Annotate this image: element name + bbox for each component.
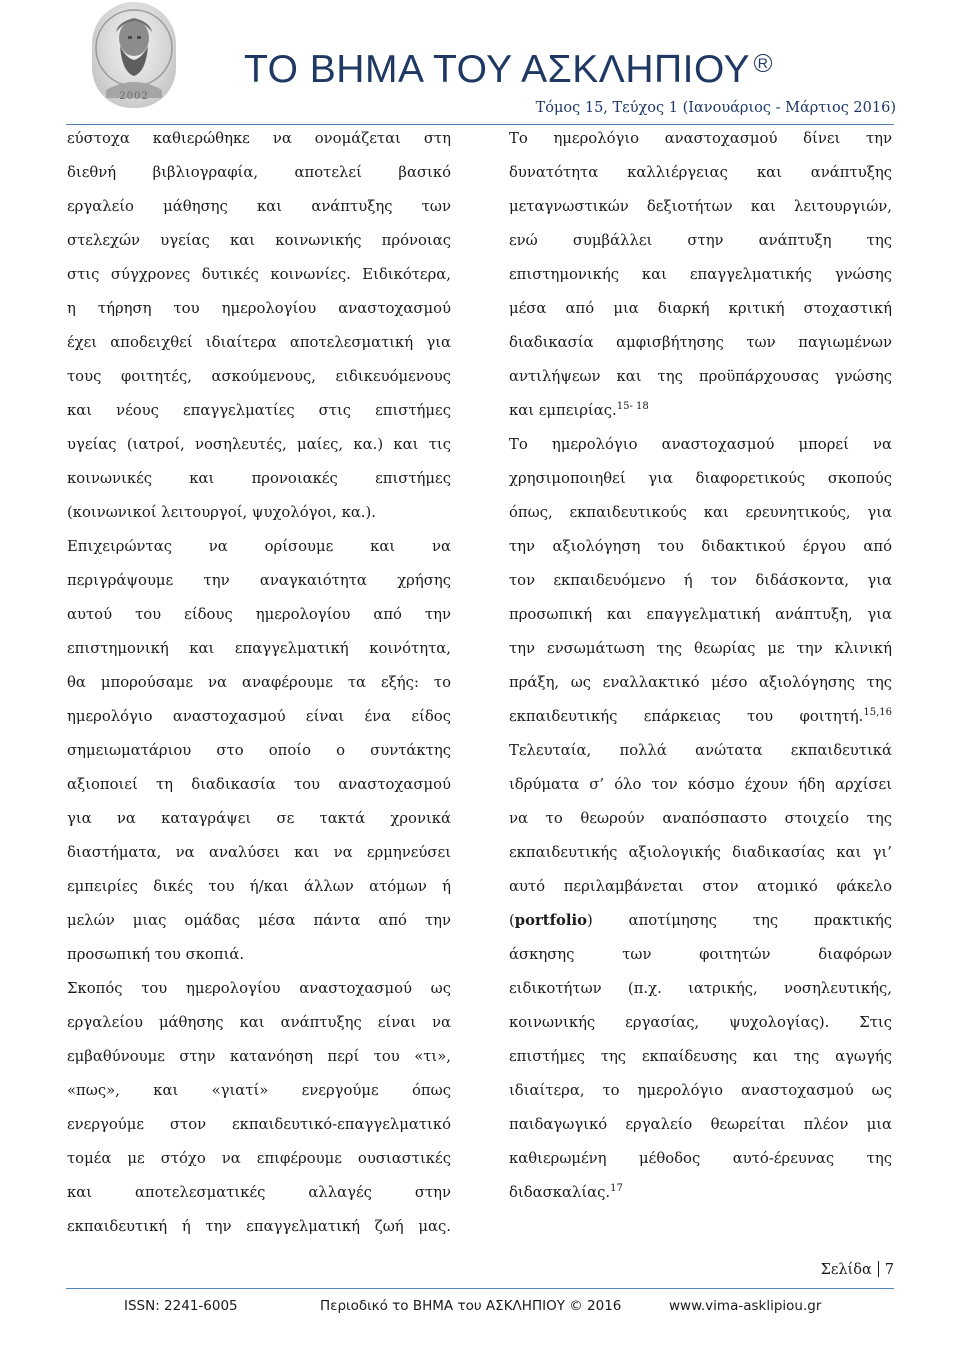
text-line: η τήρηση του ημερολογίου αναστοχασμού <box>67 300 451 317</box>
text-line: εκπαιδευτικής αξιολογικής διαδικασίας και γι’ <box>509 844 892 861</box>
page-number-value: 7 <box>884 1262 894 1278</box>
text-line: υγείας (ιατροί, νοσηλευτές, μαίες, κα.) και τις <box>67 436 451 453</box>
text-line: αξιοποιεί τη διαδικασία του αναστοχασμού <box>67 776 451 793</box>
text-line: άσκησης των φοιτητών διαφόρων <box>509 946 892 963</box>
text-segment: διδασκαλίας. <box>509 1184 611 1201</box>
text-line: διεθνή βιβλιογραφία, αποτελεί βασικό <box>67 164 451 181</box>
footer-website: www.vima-asklipiou.gr <box>669 1298 822 1314</box>
text-line: θα μπορούσαμε να αναφέρουμε τα εξής: το <box>67 674 451 691</box>
page-label: Σελίδα <box>820 1262 872 1278</box>
text-line: σημειωματάριου στο οποίο ο συντάκτης <box>67 742 451 759</box>
text-line: εκπαιδευτική ή την επαγγελματική ζωή μας. <box>67 1218 451 1235</box>
text-line: διαστήματα, να αναλύσει και να ερμηνεύσει <box>67 844 451 861</box>
text-line <box>509 1176 892 1210</box>
journal-logo <box>92 2 176 108</box>
text-line <box>509 904 892 938</box>
text-segment: ( <box>509 912 515 929</box>
text-segment: εκπαιδευτικής επάρκειας του φοιτητή. <box>509 708 864 725</box>
portfolio-term: portfolio <box>514 912 587 929</box>
text-line: καθιερωμένη μέθοδος αυτό-έρευνας της <box>509 1150 892 1167</box>
left-column <box>67 122 451 1244</box>
text-line: περιγράψουμε την αναγκαιότητα χρήσης <box>67 572 451 589</box>
text-line: και νέους επαγγελματίες στις επιστήμες <box>67 402 451 419</box>
page-number-separator <box>878 1261 879 1277</box>
text-line: επιστημονική και επαγγελματική κοινότητα, <box>67 640 451 657</box>
text-line: μελών μιας ομάδας μέσα πάντα από την <box>67 912 451 929</box>
page-number <box>821 1261 894 1278</box>
logo-year: 2002 <box>119 91 149 102</box>
text-line: αντιλήψεων και της προϋπάρχουσας γνώσης <box>509 368 892 385</box>
text-line: παιδαγωγικό εργαλείο θεωρείται πλέον μια <box>509 1116 892 1133</box>
text-line: μεταγνωστικών δεξιοτήτων και λειτουργιών, <box>509 198 892 215</box>
text-line: εργαλείο μάθησης και ανάπτυξης των <box>67 198 451 215</box>
text-segment: ) αποτίμησης της πρακτικής <box>586 912 892 929</box>
reference-superscript: 15- 18 <box>616 401 649 412</box>
registered-mark-icon: R <box>754 54 772 72</box>
text-line: αυτού του είδους ημερολογίου από την <box>67 606 451 623</box>
text-line: ιδιαίτερα, το ημερολόγιο αναστοχασμού ως <box>509 1082 892 1099</box>
text-line: έχει αποδειχθεί ιδιαίτερα αποτελεσματική για <box>67 334 451 351</box>
text-line: Το ημερολόγιο αναστοχασμού δίνει την <box>509 130 892 147</box>
text-line: ειδικοτήτων (π.χ. ιατρικής, νοσηλευτικής, <box>509 980 892 997</box>
text-line: κοινωνικές και προνοιακές επιστήμες <box>67 470 451 487</box>
text-line: Επιχειρώντας να ορίσουμε και να <box>67 538 451 555</box>
text-line: τον εκπαιδευόμενο ή τον διδάσκοντα, για <box>509 572 892 589</box>
text-line: πράξη, ως εναλλακτικό μέσο αξιολόγησης της <box>509 674 892 691</box>
text-line: προσωπική και επαγγελματική ανάπτυξη, για <box>509 606 892 623</box>
text-line: να το θεωρούν αναπόσπαστο στοιχείο της <box>509 810 892 827</box>
right-column <box>509 122 892 1210</box>
text-line: Τελευταία, πολλά ανώτατα εκπαιδευτικά <box>509 742 892 759</box>
journal-title <box>244 48 772 92</box>
text-line: ενώ συμβάλλει στην ανάπτυξη της <box>509 232 892 249</box>
text-line: χρησιμοποιηθεί για διαφορετικούς σκοπούς <box>509 470 892 487</box>
reference-superscript: 15,16 <box>863 707 892 718</box>
text-line: Το ημερολόγιο αναστοχασμού μπορεί να <box>509 436 892 453</box>
reference-superscript: 17 <box>610 1183 623 1194</box>
text-line: διαδικασία αμφισβήτησης των παγιωμένων <box>509 334 892 351</box>
text-line: την αξιολόγηση του διδακτικού έργου από <box>509 538 892 555</box>
journal-title-text: ΤΟ ΒΗΜΑ ΤΟΥ ΑΣΚΛΗΠΙΟΥ <box>244 48 751 91</box>
text-line: «πως», και «γιατί» ενεργούμε όπως <box>67 1082 451 1099</box>
text-line: και αποτελεσματικές αλλαγές στην <box>67 1184 451 1201</box>
text-line: στις σύγχρονες δυτικές κοινωνίες. Ειδικότερα, <box>67 266 451 283</box>
text-line <box>509 700 892 734</box>
text-line: αυτό περιλαμβάνεται στον ατομικό φάκελο <box>509 878 892 895</box>
text-line: μέσα από μια διαρκή κριτική στοχαστική <box>509 300 892 317</box>
issue-info: Τόμος 15, Τεύχος 1 (Ιανουάριος - Μάρτιος 2016) <box>535 100 896 116</box>
text-line: δυνατότητα καλλιέργειας και ανάπτυξης <box>509 164 892 181</box>
text-line: όπως, εκπαιδευτικούς και ερευνητικούς, για <box>509 504 892 521</box>
text-line: ενεργούμε στον εκπαιδευτικό-επαγγελματικό <box>67 1116 451 1133</box>
text-line: εργαλείου μάθησης και ανάπτυξης είναι να <box>67 1014 451 1031</box>
text-line: τομέα με στόχο να επιφέρουμε ουσιαστικές <box>67 1150 451 1167</box>
text-line: ιδρύματα σ’ όλο τον κόσμο έχουν ήδη αρχίσει <box>509 776 892 793</box>
text-segment: και εμπειρίας. <box>509 402 617 419</box>
text-line: επιστημονικής και επαγγελματικής γνώσης <box>509 266 892 283</box>
text-line: την ενσωμάτωση της θεωρίας με την κλινική <box>509 640 892 657</box>
footer-divider <box>66 1288 894 1289</box>
text-line: στελεχών υγείας και κοινωνικής πρόνοιας <box>67 232 451 249</box>
text-line: εύστοχα καθιερώθηκε να ονομάζεται στη <box>67 130 451 147</box>
text-line: τους φοιτητές, ασκούμενους, ειδικευόμενους <box>67 368 451 385</box>
text-line: κοινωνικής εργασίας, ψυχολογίας). Στις <box>509 1014 892 1031</box>
text-line: για να καταγράψει σε τακτά χρονικά <box>67 810 451 827</box>
footer-issn: ISSN: 2241-6005 <box>124 1298 238 1314</box>
text-line: προσωπική του σκοπιά. <box>67 946 245 963</box>
text-line: Σκοπός του ημερολογίου αναστοχασμού ως <box>67 980 451 997</box>
text-line: ημερολόγιο αναστοχασμού είναι ένα είδος <box>67 708 451 725</box>
text-line: εμβαθύνουμε στην κατανόηση περί του «τι», <box>67 1048 451 1065</box>
text-line: (κοινωνικοί λειτουργοί, ψυχολόγοι, κα.). <box>67 504 376 521</box>
text-line: εμπειρίες δικές του ή/και άλλων ατόμων ή <box>67 878 451 895</box>
text-line: επιστήμες της εκπαίδευσης και της αγωγής <box>509 1048 892 1065</box>
text-line <box>509 394 892 428</box>
footer-journal: Περιοδικό το ΒΗΜΑ του ΑΣΚΛΗΠΙΟΥ © 2016 <box>320 1298 622 1314</box>
